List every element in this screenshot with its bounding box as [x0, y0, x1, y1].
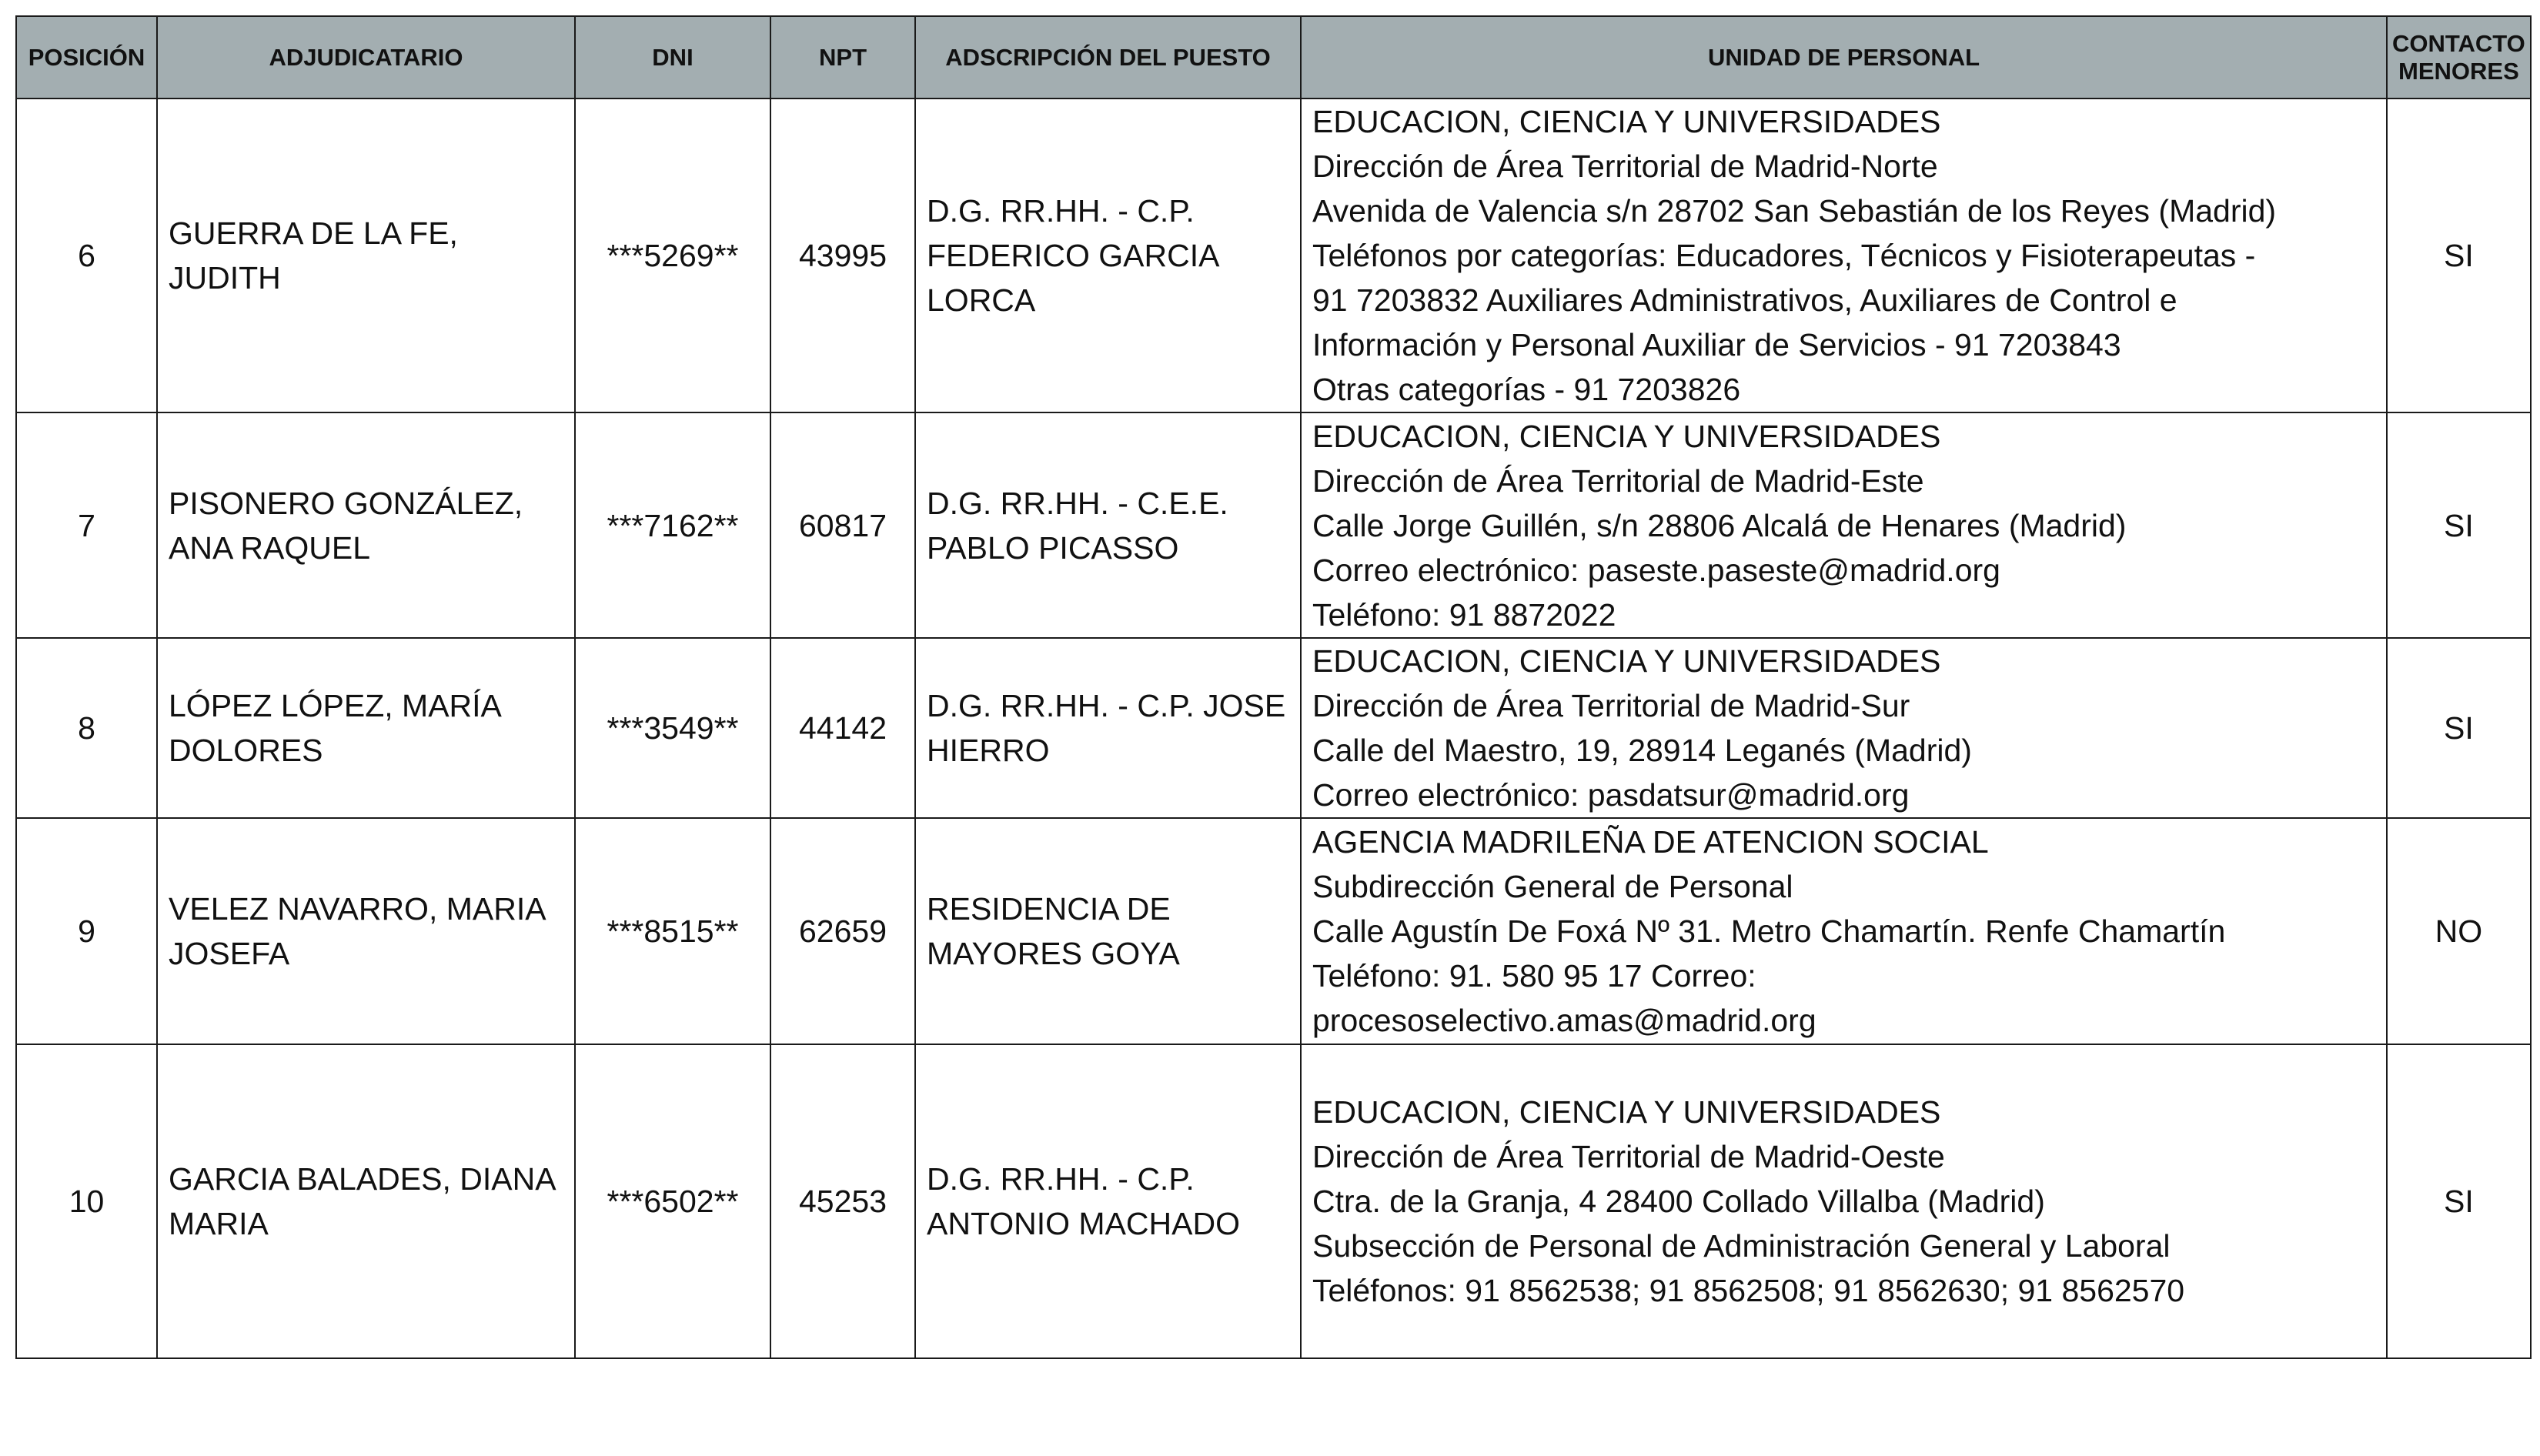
contacto-menores-cell: SI [2387, 1044, 2531, 1358]
adscripcion-cell [915, 1044, 1301, 1358]
unidad-line: Información y Personal Auxiliar de Servicios - 91 7203843 [1312, 327, 2121, 362]
header-npt: NPT [770, 16, 915, 99]
unidad-line: procesoselectivo.amas@madrid.org [1312, 1003, 1816, 1038]
adjudicatario-line: GARCIA BALADES, DIANA [169, 1161, 556, 1197]
adscripcion-line: PABLO PICASSO [927, 529, 1179, 566]
unidad-cell [1301, 818, 2387, 1044]
adjudicatario-cell [157, 818, 575, 1044]
unidad-cell [1301, 1044, 2387, 1358]
header-row [16, 16, 2531, 99]
npt-cell: 45253 [770, 1044, 915, 1358]
posicion-cell: 10 [16, 1044, 157, 1358]
npt-cell: 43995 [770, 99, 915, 412]
adjudicatario-line: JOSEFA [169, 936, 290, 971]
contacto-menores-cell: SI [2387, 412, 2531, 638]
unidad-line: Dirección de Área Territorial de Madrid-Norte [1312, 149, 1938, 184]
adscripcion-line: RESIDENCIA DE [927, 891, 1171, 927]
unidad-line: EDUCACION, CIENCIA Y UNIVERSIDADES [1312, 1094, 1941, 1130]
unidad-line: EDUCACION, CIENCIA Y UNIVERSIDADES [1312, 643, 1941, 679]
adjudicatario-cell [157, 412, 575, 638]
adscripcion-line: D.G. RR.HH. - C.P. JOSE [927, 688, 1286, 723]
unidad-line: Calle Jorge Guillén, s/n 28806 Alcalá de Henares (Madrid) [1312, 507, 2127, 543]
table-row [16, 412, 2531, 638]
adjudicatario-line: MARIA [169, 1206, 269, 1241]
adscripcion-cell [915, 818, 1301, 1044]
unidad-cell [1301, 99, 2387, 412]
table-body [16, 99, 2531, 1358]
unidad-line: Calle Agustín De Foxá Nº 31. Metro Chamartín. Renfe Chamartín [1312, 913, 2226, 949]
header-posicion: POSICIÓN [16, 16, 157, 99]
dni-cell: ***5269** [575, 99, 770, 412]
unidad-line: Teléfonos: 91 8562538; 91 8562508; 91 8562630; 91 8562570 [1312, 1273, 2185, 1308]
dni-cell: ***3549** [575, 638, 770, 818]
header-unidad: UNIDAD DE PERSONAL [1301, 16, 2387, 99]
adjudicatario-cell [157, 99, 575, 412]
adscripcion-cell [915, 99, 1301, 412]
unidad-line: Correo electrónico: paseste.paseste@madrid.org [1312, 552, 2000, 588]
posicion-cell: 6 [16, 99, 157, 412]
adscripcion-line: FEDERICO GARCIA [927, 238, 1220, 273]
contacto-menores-cell: SI [2387, 638, 2531, 818]
adjudicatario-line: LÓPEZ LÓPEZ, MARÍA [169, 688, 502, 723]
adscripcion-line: D.G. RR.HH. - C.P. [927, 193, 1195, 229]
adjudicatario-line: PISONERO GONZÁLEZ, [169, 485, 523, 521]
npt-cell: 44142 [770, 638, 915, 818]
unidad-line: Ctra. de la Granja, 4 28400 Collado Villalba (Madrid) [1312, 1184, 2045, 1219]
unidad-line: Avenida de Valencia s/n 28702 San Sebastián de los Reyes (Madrid) [1312, 193, 2277, 229]
adscripcion-cell [915, 638, 1301, 818]
unidad-line: Correo electrónico: pasdatsur@madrid.org [1312, 777, 1910, 813]
unidad-line: Otras categorías - 91 7203826 [1312, 372, 1741, 407]
table-header [16, 16, 2531, 99]
header-dni: DNI [575, 16, 770, 99]
dni-cell: ***6502** [575, 1044, 770, 1358]
adscripcion-line: D.G. RR.HH. - C.E.E. [927, 485, 1228, 521]
unidad-line: Dirección de Área Territorial de Madrid-Oeste [1312, 1139, 1945, 1174]
unidad-line: Dirección de Área Territorial de Madrid-Este [1312, 463, 1924, 499]
dni-cell: ***8515** [575, 818, 770, 1044]
npt-cell: 60817 [770, 412, 915, 638]
adjudicatario-line: DOLORES [169, 733, 323, 768]
unidad-line: Teléfono: 91. 580 95 17 Correo: [1312, 958, 1756, 993]
unidad-line: Subsección de Personal de Administración General y Laboral [1312, 1228, 2171, 1264]
table-row [16, 818, 2531, 1044]
adscripcion-line: D.G. RR.HH. - C.P. [927, 1161, 1195, 1197]
adjudication-table [15, 15, 2532, 1359]
unidad-line: 91 7203832 Auxiliares Administrativos, Auxiliares de Control e [1312, 282, 2177, 318]
unidad-line: EDUCACION, CIENCIA Y UNIVERSIDADES [1312, 104, 1941, 139]
unidad-line: Teléfonos por categorías: Educadores, Técnicos y Fisioterapeutas - [1312, 238, 2256, 273]
unidad-cell [1301, 412, 2387, 638]
posicion-cell: 8 [16, 638, 157, 818]
unidad-line: AGENCIA MADRILEÑA DE ATENCION SOCIAL [1312, 824, 1989, 860]
unidad-line: Subdirección General de Personal [1312, 869, 1793, 904]
unidad-line: EDUCACION, CIENCIA Y UNIVERSIDADES [1312, 418, 1941, 454]
header-adscripcion: ADSCRIPCIÓN DEL PUESTO [915, 16, 1301, 99]
table-row [16, 638, 2531, 818]
header-contacto-menores [2387, 16, 2531, 99]
adscripcion-line: ANTONIO MACHADO [927, 1206, 1240, 1241]
adscripcion-line: LORCA [927, 282, 1036, 318]
adscripcion-cell [915, 412, 1301, 638]
unidad-cell [1301, 638, 2387, 818]
posicion-cell: 7 [16, 412, 157, 638]
table-row [16, 99, 2531, 412]
dni-cell: ***7162** [575, 412, 770, 638]
adscripcion-line: MAYORES GOYA [927, 936, 1180, 971]
table-row [16, 1044, 2531, 1358]
header-contacto-line2: MENORES [2398, 57, 2519, 85]
npt-cell: 62659 [770, 818, 915, 1044]
unidad-line: Teléfono: 91 8872022 [1312, 596, 1616, 633]
adscripcion-line: HIERRO [927, 733, 1050, 768]
contacto-menores-cell: NO [2387, 818, 2531, 1044]
unidad-line: Calle del Maestro, 19, 28914 Leganés (Madrid) [1312, 733, 1972, 768]
adjudicatario-line: GUERRA DE LA FE, [169, 215, 458, 251]
unidad-line: Dirección de Área Territorial de Madrid-Sur [1312, 688, 1910, 723]
adjudicatario-line: ANA RAQUEL [169, 529, 371, 566]
header-adjudicatario: ADJUDICATARIO [157, 16, 575, 99]
adjudicatario-line: VELEZ NAVARRO, MARIA [169, 891, 546, 927]
adjudicatario-line: JUDITH [169, 260, 281, 296]
contacto-menores-cell: SI [2387, 99, 2531, 412]
posicion-cell: 9 [16, 818, 157, 1044]
adjudicatario-cell [157, 638, 575, 818]
adjudicatario-cell [157, 1044, 575, 1358]
header-contacto-line1: CONTACTO [2392, 29, 2525, 57]
